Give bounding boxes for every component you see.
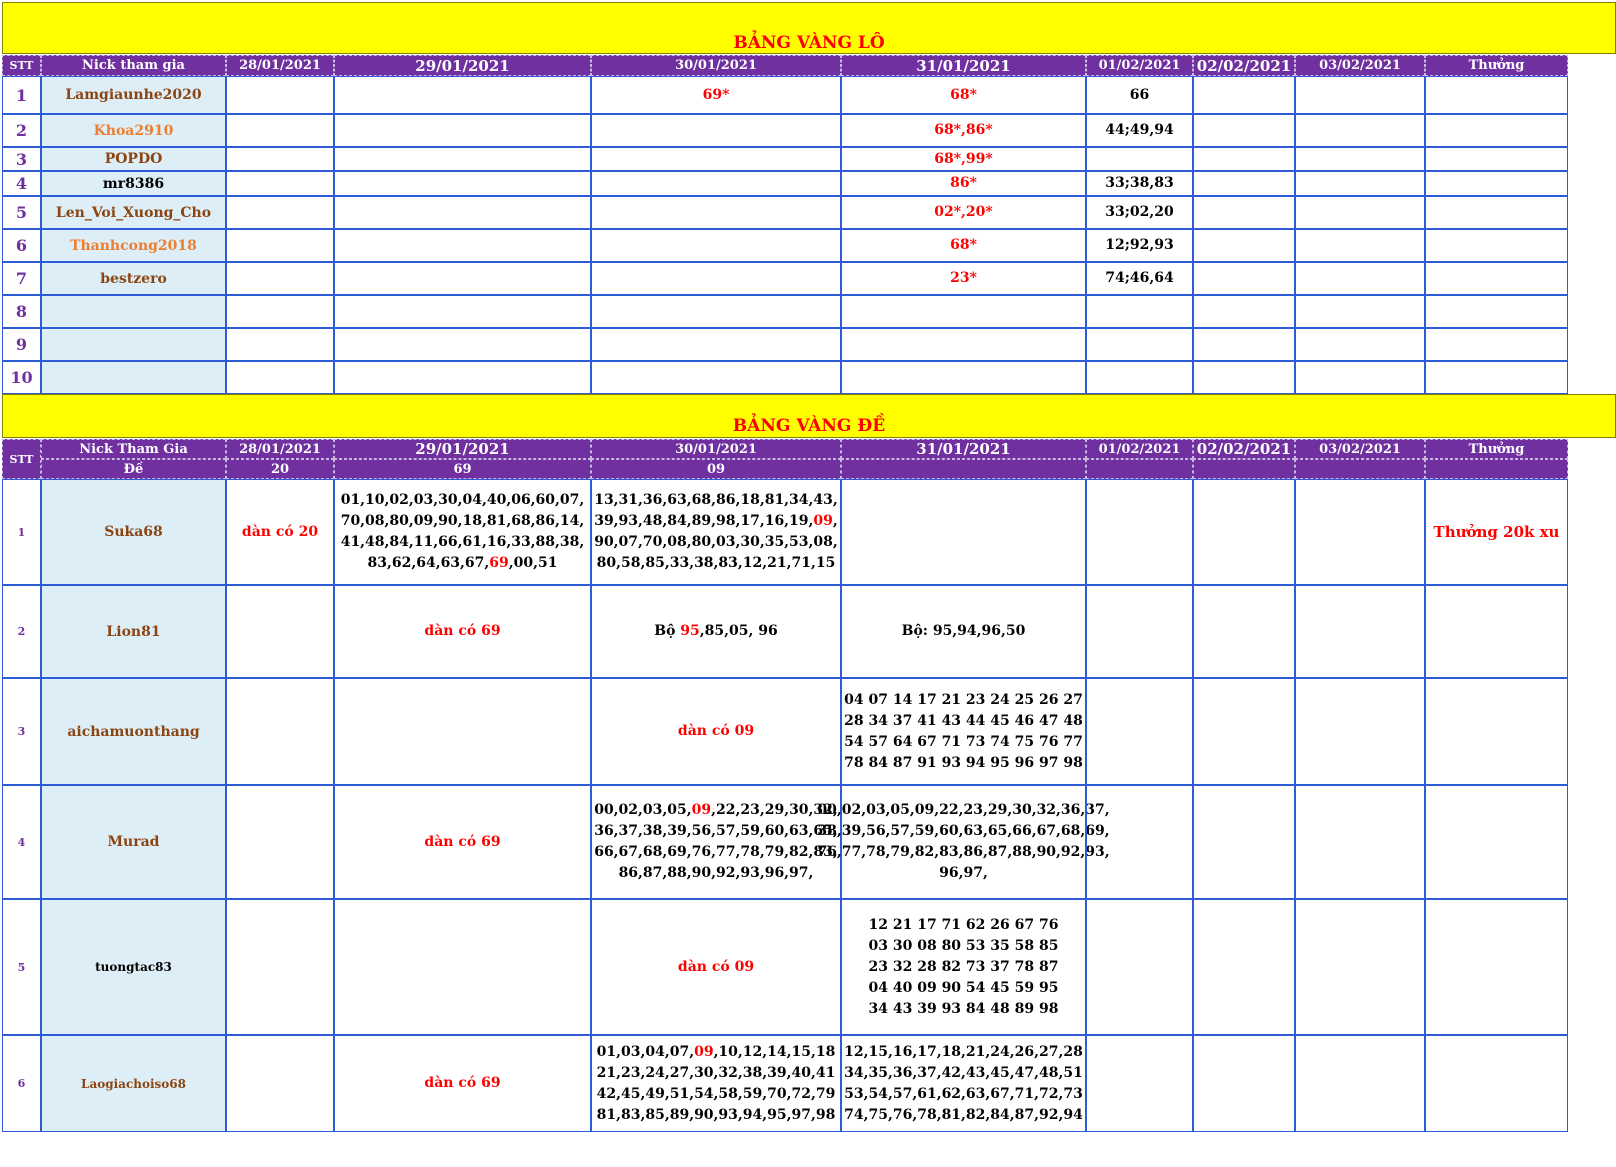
lo-cell[interactable] <box>841 361 1086 394</box>
de-header-nick[interactable]: Nick Tham Gia <box>41 439 226 459</box>
de-header-date-5[interactable]: 01/02/2021 <box>1086 439 1193 459</box>
lo-reward-cell[interactable] <box>1425 114 1568 147</box>
de-cell[interactable]: 12,15,16,17,18,21,24,26,27,28 34,35,36,37,42,43,45,47,48,51 53,54,57,61,62,63,67,71,72,73 74,75,76,78,81,82,84,87,92,94 <box>841 1035 1086 1132</box>
text-part: ,22,23,29,30,32,36,37,38,39,56,57,59,60,63,65,66,67,68,69,76,77,78,79,82,83,86,87,88,90,92,93,96,97, <box>594 802 838 881</box>
de-cell[interactable]: 12 21 17 71 62 26 67 76 03 30 08 80 53 35 58 85 23 32 28 82 73 37 78 87 04 40 09 90 54 45 59 95 34 43 39 93 84 48 89 98 <box>841 899 1086 1035</box>
de-row-nick[interactable]: aichamuonthang <box>41 678 226 785</box>
lo-row-nick[interactable] <box>41 361 226 394</box>
de-header-date-3[interactable]: 30/01/2021 <box>591 439 841 459</box>
text-part: ,85,05, 96 <box>699 623 778 639</box>
de-cell[interactable] <box>1086 678 1193 785</box>
de-cell[interactable] <box>1193 479 1295 585</box>
de-reward-cell[interactable] <box>1425 785 1568 899</box>
text-part: Bộ <box>654 623 681 639</box>
lo-cell[interactable] <box>1193 328 1295 361</box>
de-cell[interactable] <box>841 479 1086 585</box>
de-cell[interactable] <box>1193 1035 1295 1132</box>
lo-cell[interactable] <box>1086 361 1193 394</box>
lo-cell[interactable]: 68*,86* <box>841 114 1086 147</box>
de-cell[interactable] <box>226 785 334 899</box>
lo-row-stt[interactable]: 3 <box>2 147 41 171</box>
lo-row-nick[interactable]: mr8386 <box>41 171 226 196</box>
lo-cell[interactable] <box>1193 147 1295 171</box>
de-cell[interactable] <box>334 899 591 1035</box>
highlight-number: 09 <box>694 1043 714 1060</box>
lo-cell[interactable] <box>334 114 591 147</box>
de-cell[interactable]: dàn có 69 <box>334 785 591 899</box>
de-header-date-7[interactable]: 03/02/2021 <box>1295 439 1425 459</box>
lo-cell[interactable]: 33;38,83 <box>1086 171 1193 196</box>
de-cell[interactable] <box>1193 678 1295 785</box>
text-part: 01,10,02,03,30,04,40,06,60,07,70,08,80,09,90,18,81,68,86,14,41,48,84,11,66,61,16,33,88,38,83,62,64,63,67, <box>340 492 585 571</box>
de-cell[interactable]: 04 07 14 17 21 23 24 25 26 27 28 34 37 41 43 44 45 46 47 48 54 57 64 67 71 73 74 75 76 77 78 84 87 91 93 94 95 96 97 98 <box>841 678 1086 785</box>
lo-cell[interactable] <box>1295 114 1425 147</box>
lo-cell[interactable] <box>1295 361 1425 394</box>
lo-cell[interactable] <box>334 196 591 229</box>
de-cell[interactable]: dàn có 09 <box>591 678 841 785</box>
lo-reward-cell[interactable] <box>1425 229 1568 262</box>
lo-cell[interactable] <box>226 147 334 171</box>
lo-row-nick[interactable]: Thanhcong2018 <box>41 229 226 262</box>
lo-header-date-3[interactable]: 30/01/2021 <box>591 55 841 76</box>
lo-cell[interactable] <box>1295 295 1425 328</box>
lo-cell[interactable] <box>841 295 1086 328</box>
text-part: ,10,12,14,15,18 21,23,24,27,30,32,38,39,40,41 42,45,49,51,54,58,59,70,72,79 81,83,85,89,90,93,94,95,97,98 <box>596 1043 836 1123</box>
lo-cell[interactable]: 12;92,93 <box>1086 229 1193 262</box>
de-cell[interactable] <box>334 678 591 785</box>
lo-cell[interactable]: 74;46,64 <box>1086 262 1193 295</box>
lo-cell[interactable] <box>1193 196 1295 229</box>
lo-cell[interactable] <box>591 328 841 361</box>
lo-row-stt[interactable]: 2 <box>2 114 41 147</box>
de-cell[interactable] <box>1295 1035 1425 1132</box>
lo-reward-cell[interactable] <box>1425 171 1568 196</box>
de-header-de-label[interactable]: Đề <box>41 459 226 479</box>
text-part: 00,02,03,05, <box>594 802 692 818</box>
de-cell[interactable] <box>591 1035 841 1132</box>
de-cell[interactable] <box>591 479 841 585</box>
lo-header-date-4[interactable]: 31/01/2021 <box>841 55 1086 76</box>
lo-cell[interactable]: 23* <box>841 262 1086 295</box>
de-row-stt[interactable]: 6 <box>2 1035 41 1132</box>
lo-cell[interactable] <box>1086 328 1193 361</box>
text-part: ,00,51 <box>508 555 558 571</box>
lo-row-stt[interactable]: 6 <box>2 229 41 262</box>
lo-cell[interactable] <box>226 229 334 262</box>
lo-header-stt[interactable]: STT <box>2 55 41 76</box>
de-cell-text <box>592 800 840 884</box>
de-cell[interactable] <box>1295 899 1425 1035</box>
highlight-number: 09 <box>691 802 712 818</box>
de-row-nick[interactable]: Laogiachoiso68 <box>41 1035 226 1132</box>
de-result-2[interactable]: 69 <box>334 459 591 479</box>
de-cell[interactable]: dàn có 20 <box>226 479 334 585</box>
de-header-date-6[interactable]: 02/02/2021 <box>1193 439 1295 459</box>
lo-row-stt[interactable]: 10 <box>2 361 41 394</box>
de-reward-cell[interactable] <box>1425 585 1568 678</box>
de-cell[interactable] <box>591 785 841 899</box>
lo-row-nick[interactable]: bestzero <box>41 262 226 295</box>
de-header-date-2[interactable]: 29/01/2021 <box>334 439 591 459</box>
de-title: BẢNG VÀNG ĐỀ <box>732 416 886 436</box>
lo-cell[interactable] <box>334 76 591 114</box>
de-header-reward[interactable]: Thưởng <box>1425 439 1568 459</box>
lo-cell[interactable] <box>1295 76 1425 114</box>
lo-reward-cell[interactable] <box>1425 361 1568 394</box>
de-row-nick[interactable]: Murad <box>41 785 226 899</box>
lo-cell[interactable] <box>1193 361 1295 394</box>
de-row-nick[interactable]: Lion81 <box>41 585 226 678</box>
lo-cell[interactable]: 66 <box>1086 76 1193 114</box>
lo-reward-cell[interactable] <box>1425 328 1568 361</box>
de-row-stt[interactable]: 4 <box>2 785 41 899</box>
lo-cell[interactable] <box>591 147 841 171</box>
de-row-nick[interactable]: Suka68 <box>41 479 226 585</box>
lo-header-reward[interactable]: Thưởng <box>1425 55 1568 76</box>
de-cell[interactable]: dàn có 69 <box>334 1035 591 1132</box>
de-cell[interactable] <box>591 585 841 678</box>
lo-reward-cell[interactable] <box>1425 147 1568 171</box>
de-cell[interactable] <box>226 1035 334 1132</box>
de-cell[interactable]: 00,02,03,05,09,22,23,29,30,32,36,37, 38,39,56,57,59,60,63,65,66,67,68,69, 76,77,78,79,82,83,86,87,88,90,92,93, 96,97, <box>841 785 1086 899</box>
lo-cell[interactable]: 86* <box>841 171 1086 196</box>
de-result-1[interactable]: 20 <box>226 459 334 479</box>
lo-cell[interactable] <box>841 328 1086 361</box>
text-part: ,90,07,70,08,80,03,30,35,53,08,80,58,85,33,38,83,12,21,71,15 <box>594 513 838 571</box>
lo-cell[interactable] <box>1086 295 1193 328</box>
lo-cell[interactable] <box>591 295 841 328</box>
de-cell[interactable]: dàn có 69 <box>334 585 591 678</box>
lo-cell[interactable] <box>1193 76 1295 114</box>
lo-cell[interactable] <box>591 171 841 196</box>
de-cell-text <box>592 490 840 574</box>
de-cell[interactable] <box>1193 785 1295 899</box>
de-result-7[interactable] <box>1295 459 1425 479</box>
lo-cell[interactable] <box>591 361 841 394</box>
lo-cell[interactable] <box>1193 295 1295 328</box>
lo-cell[interactable] <box>591 229 841 262</box>
de-cell[interactable] <box>334 479 591 585</box>
lo-header-date-1[interactable]: 28/01/2021 <box>226 55 334 76</box>
lo-cell[interactable] <box>1295 147 1425 171</box>
lo-cell[interactable] <box>334 328 591 361</box>
lo-row-nick[interactable]: Lamgiaunhe2020 <box>41 76 226 114</box>
lo-cell[interactable]: 02*,20* <box>841 196 1086 229</box>
lo-cell[interactable] <box>334 295 591 328</box>
lo-row-nick[interactable] <box>41 328 226 361</box>
lo-cell[interactable] <box>226 361 334 394</box>
highlight-number: 95 <box>680 623 700 639</box>
lo-row-nick[interactable]: Khoa2910 <box>41 114 226 147</box>
de-header-date-4[interactable]: 31/01/2021 <box>841 439 1086 459</box>
text-part: 13,31,36,63,68,86,18,81,34,43,39,93,48,84,89,98,17,16,19, <box>594 492 838 529</box>
lo-row-stt[interactable]: 8 <box>2 295 41 328</box>
lo-row-nick[interactable]: POPDO <box>41 147 226 171</box>
lo-cell[interactable] <box>226 171 334 196</box>
highlight-number: 09 <box>813 513 833 529</box>
lo-cell[interactable]: 68* <box>841 229 1086 262</box>
lo-cell[interactable] <box>226 295 334 328</box>
de-cell-text <box>335 490 590 574</box>
lo-cell[interactable] <box>1193 114 1295 147</box>
lo-title: BẢNG VÀNG LÔ <box>733 33 885 53</box>
de-reward-cell[interactable] <box>1425 678 1568 785</box>
lo-cell[interactable] <box>1295 229 1425 262</box>
de-cell[interactable] <box>1295 585 1425 678</box>
de-cell[interactable] <box>226 585 334 678</box>
de-row-stt[interactable]: 3 <box>2 678 41 785</box>
de-cell[interactable] <box>1295 678 1425 785</box>
text-part: 01,03,04,07, <box>596 1043 695 1060</box>
lo-cell[interactable] <box>1193 229 1295 262</box>
lo-cell[interactable] <box>1086 147 1193 171</box>
de-cell[interactable]: Bộ: 95,94,96,50 <box>841 585 1086 678</box>
lo-header-date-5[interactable]: 01/02/2021 <box>1086 55 1193 76</box>
lo-cell[interactable]: 44;49,94 <box>1086 114 1193 147</box>
lo-reward-cell[interactable] <box>1425 196 1568 229</box>
lo-row-stt[interactable]: 9 <box>2 328 41 361</box>
de-row-stt[interactable]: 2 <box>2 585 41 678</box>
de-row-stt[interactable]: 5 <box>2 899 41 1035</box>
de-cell[interactable] <box>226 899 334 1035</box>
de-cell[interactable] <box>1295 479 1425 585</box>
lo-cell[interactable] <box>1295 328 1425 361</box>
lo-cell[interactable] <box>226 76 334 114</box>
de-cell[interactable] <box>1086 899 1193 1035</box>
lo-row-stt[interactable]: 1 <box>2 76 41 114</box>
lo-header-date-7[interactable]: 03/02/2021 <box>1295 55 1425 76</box>
lo-row-nick[interactable] <box>41 295 226 328</box>
lo-cell[interactable] <box>334 262 591 295</box>
lo-cell[interactable]: 68* <box>841 76 1086 114</box>
de-result-5[interactable] <box>1086 459 1193 479</box>
lo-cell[interactable] <box>591 262 841 295</box>
de-cell[interactable] <box>1086 479 1193 585</box>
lo-cell[interactable]: 33;02,20 <box>1086 196 1193 229</box>
lo-cell[interactable] <box>334 361 591 394</box>
lo-row-stt[interactable]: 4 <box>2 171 41 196</box>
lo-header-date-6[interactable]: 02/02/2021 <box>1193 55 1295 76</box>
lo-header-nick[interactable]: Nick tham gia <box>41 55 226 76</box>
lo-cell[interactable] <box>334 147 591 171</box>
lo-cell[interactable] <box>226 114 334 147</box>
lo-cell[interactable] <box>334 171 591 196</box>
de-row-stt[interactable]: 1 <box>2 479 41 585</box>
de-result-reward[interactable] <box>1425 459 1568 479</box>
de-reward-cell[interactable] <box>1425 899 1568 1035</box>
highlight-number: 69 <box>489 555 509 571</box>
lo-reward-cell[interactable] <box>1425 262 1568 295</box>
lo-row-stt[interactable]: 5 <box>2 196 41 229</box>
lo-row-stt[interactable]: 7 <box>2 262 41 295</box>
de-cell[interactable] <box>1193 899 1295 1035</box>
de-header-date-1[interactable]: 28/01/2021 <box>226 439 334 459</box>
de-cell[interactable] <box>226 678 334 785</box>
de-cell[interactable] <box>1086 585 1193 678</box>
lo-reward-cell[interactable] <box>1425 76 1568 114</box>
de-result-4[interactable] <box>841 459 1086 479</box>
de-cell-text <box>595 1042 838 1126</box>
de-cell-text <box>652 621 779 642</box>
lo-cell[interactable] <box>591 196 841 229</box>
lo-reward-cell[interactable] <box>1425 295 1568 328</box>
de-cell[interactable] <box>1086 785 1193 899</box>
lo-title-band <box>2 2 1616 54</box>
de-reward-cell[interactable]: Thưởng 20k xu <box>1425 479 1568 585</box>
de-cell[interactable] <box>1086 1035 1193 1132</box>
lo-row-nick[interactable]: Len_Voi_Xuong_Cho <box>41 196 226 229</box>
lo-cell[interactable]: 69* <box>591 76 841 114</box>
lo-cell[interactable] <box>591 114 841 147</box>
lo-cell[interactable] <box>1193 171 1295 196</box>
lo-header-date-2[interactable]: 29/01/2021 <box>334 55 591 76</box>
lo-cell[interactable] <box>226 262 334 295</box>
de-result-3[interactable]: 09 <box>591 459 841 479</box>
de-cell[interactable]: dàn có 09 <box>591 899 841 1035</box>
de-header-stt[interactable]: STT <box>2 439 41 479</box>
de-cell[interactable] <box>1193 585 1295 678</box>
lo-cell[interactable] <box>1193 262 1295 295</box>
de-cell[interactable] <box>1295 785 1425 899</box>
lo-cell[interactable] <box>1295 196 1425 229</box>
lo-cell[interactable] <box>226 328 334 361</box>
lo-cell[interactable] <box>334 229 591 262</box>
lo-cell[interactable] <box>1295 171 1425 196</box>
de-result-6[interactable] <box>1193 459 1295 479</box>
lo-cell[interactable] <box>226 196 334 229</box>
de-title-band <box>2 394 1616 438</box>
lo-cell[interactable]: 68*,99* <box>841 147 1086 171</box>
de-row-nick[interactable]: tuongtac83 <box>41 899 226 1035</box>
lo-cell[interactable] <box>1295 262 1425 295</box>
de-reward-cell[interactable] <box>1425 1035 1568 1132</box>
